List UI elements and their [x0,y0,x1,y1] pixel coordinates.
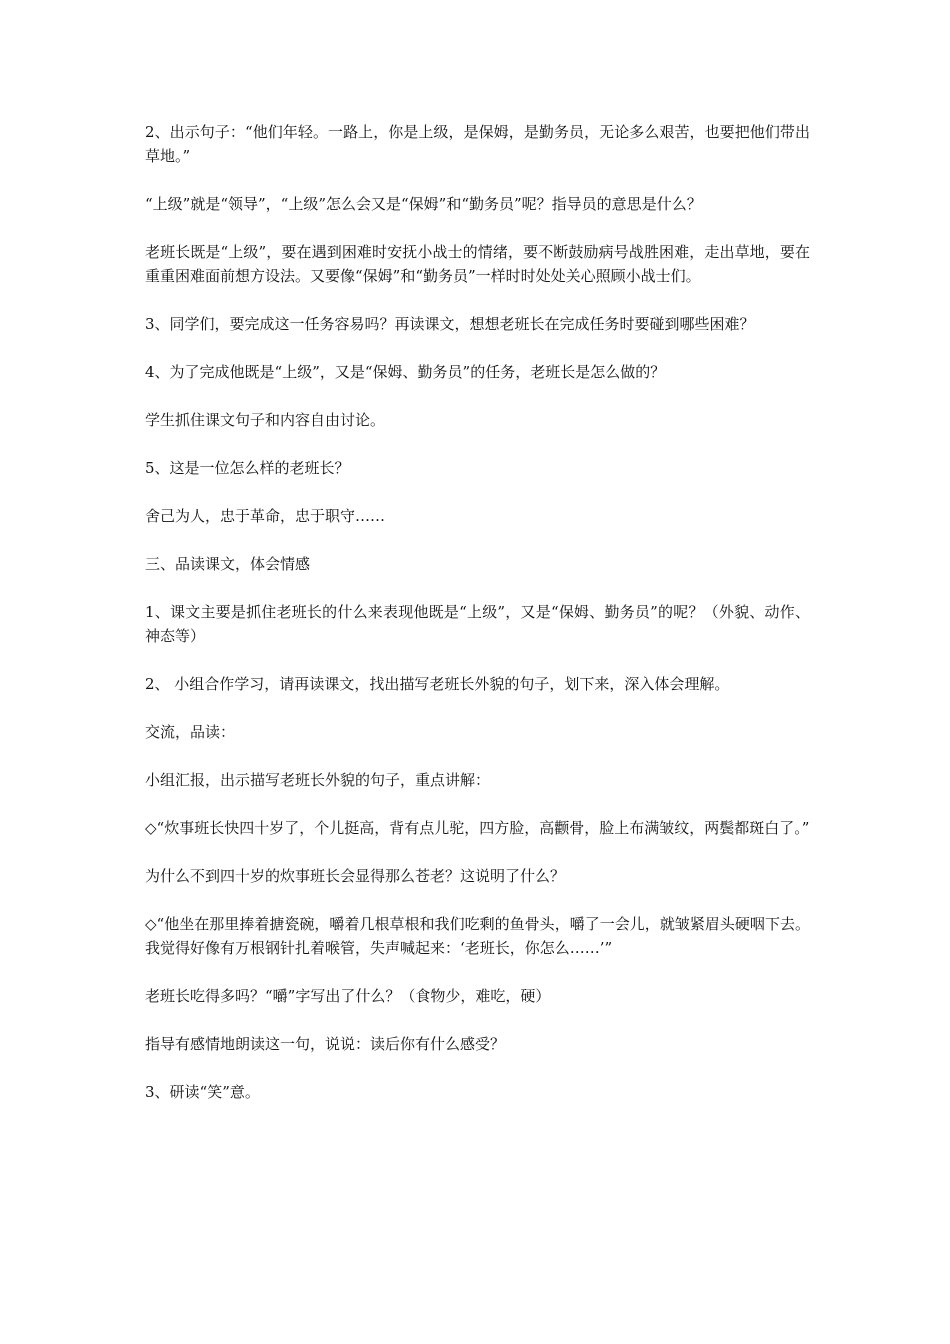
paragraph-quote-appearance: ◇“炊事班长快四十岁了，个儿挺高，背有点儿驼，四方脸，高颧骨，脸上布满皱纹，两鬓都斑白了。” [145,819,810,837]
paragraph-group-report: 小组汇报，出示描写老班长外貌的句子，重点讲解： [145,771,491,789]
paragraph-question-3: 3、同学们，要完成这一任务容易吗？再读课文，想想老班长在完成任务时要碰到哪些困难？ [145,315,755,333]
section-heading: 三、品读课文，体会情感 [145,555,311,573]
paragraph-question-4: 4、为了完成他既是“上级”，又是“保姆、勤务员”的任务，老班长是怎么做的？ [145,363,666,381]
paragraph-question-chew: 老班长吃得多吗？“嚼”字写出了什么？（食物少，难吃，硬） [145,987,551,1005]
paragraph-question-old: 为什么不到四十岁的炊事班长会显得那么苍老？这说明了什么？ [145,867,566,885]
paragraph-quote-sentence: 2、出示句子：“他们年轻。一路上，你是上级，是保姆，是勤务员，无论多么艰苦，也要把他们带出草地。” [145,123,810,165]
document-page [145,120,810,1128]
paragraph-item-3: 3、研读“笑”意。 [145,1083,260,1101]
paragraph-answer: 舍己为人，忠于革命，忠于职守…… [145,507,386,525]
paragraph-discussion: 学生抓住课文句子和内容自由讨论。 [145,411,386,429]
paragraph-quote-eating: ◇“他坐在那里捧着搪瓷碗，嚼着几根草根和我们吃剩的鱼骨头，嚼了一会儿，就皱紧眉头硬咽下去。我觉得好像有万根钢针扎着喉管，失声喊起来：‘老班长，你怎么……’” [145,915,810,957]
paragraph-reading-guide: 指导有感情地朗读这一句，说说：读后你有什么感受？ [145,1035,506,1053]
paragraph-item-1: 1、课文主要是抓住老班长的什么来表现他既是“上级”，又是“保姆、勤务员”的呢？（外貌、动作、神态等） [145,603,810,645]
paragraph-item-2: 2、 小组合作学习，请再读课文，找出描写老班长外貌的句子，划下来，深入体会理解。 [145,675,730,693]
paragraph-exchange: 交流，品读： [145,723,236,741]
paragraph-question-meaning: “上级”就是“领导”，“上级”怎么会又是“保姆”和“勤务员”呢？指导员的意思是什么？ [145,195,702,213]
paragraph-explanation: 老班长既是“上级”，要在遇到困难时安抚小战士的情绪，要不断鼓励病号战胜困难，走出草地，要在重重困难面前想方设法。又要像“保姆”和“勤务员”一样时时处处关心照顾小战士们。 [145,243,810,285]
paragraph-question-5: 5、这是一位怎么样的老班长？ [145,459,350,477]
